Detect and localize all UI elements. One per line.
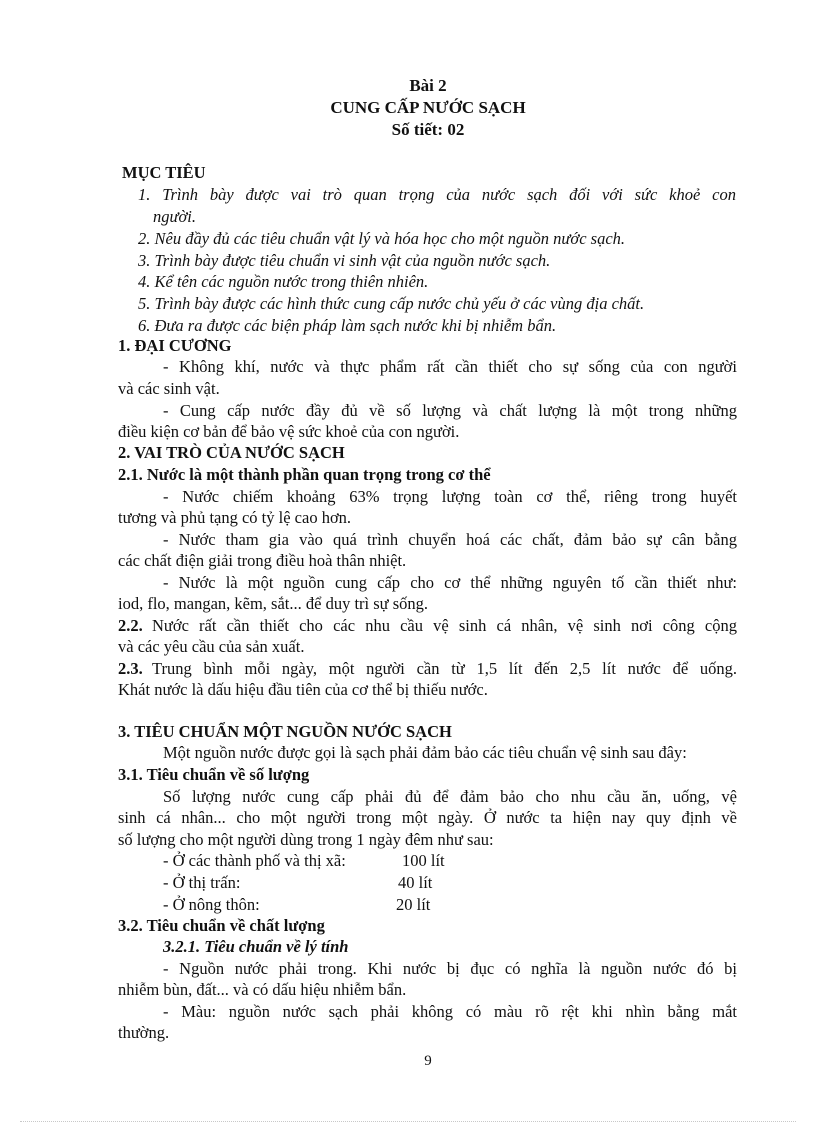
s2-bullet-3-cont: iod, flo, mangan, kẽm, sắt... để duy trì sự sống.	[118, 594, 429, 613]
quantity-row-amount: 20 lít	[396, 895, 431, 914]
objective-item-6: 6. Đưa ra được các biện pháp làm sạch nước khi bị nhiễm bẩn.	[138, 316, 557, 335]
s1-paragraph-1: - Không khí, nước và thực phẩm rất cần thiết cho sự sống của con người	[163, 357, 737, 376]
s3-quantity-text-cont-1: sinh cá nhân... cho một người trong một ngày. Ở nước ta hiện nay quy định về	[118, 808, 737, 827]
objective-item-1-cont: người.	[153, 207, 197, 226]
s3-quantity-text-cont-2: số lượng cho một người dùng trong 1 ngày đêm như sau:	[118, 830, 494, 849]
quantity-row-place: - Ở các thành phố và thị xã:	[163, 851, 346, 870]
section-2-3-text-cont: Khát nước là dấu hiệu đầu tiên của cơ thể bị thiếu nước.	[118, 680, 488, 699]
s1-paragraph-1-cont: và các sinh vật.	[118, 379, 220, 398]
page-number: 9	[424, 1053, 432, 1069]
section-2-2-text-cont: và các yêu cầu của sản xuất.	[118, 637, 305, 656]
section-2-1-heading: 2.1. Nước là một thành phần quan trọng trong cơ thể	[118, 465, 491, 484]
objectives-heading: MỤC TIÊU	[122, 163, 206, 182]
quantity-row-place: - Ở thị trấn:	[163, 873, 241, 892]
section-3-intro: Một nguồn nước được gọi là sạch phải đảm bảo các tiêu chuẩn vệ sinh sau đây:	[163, 743, 687, 762]
quantity-row-amount: 100 lít	[402, 851, 445, 870]
section-3-2-heading: 3.2. Tiêu chuẩn về chất lượng	[118, 916, 325, 935]
section-2-2-text: Nước rất cần thiết cho các nhu cầu vệ sinh cá nhân, vệ sinh nơi công cộng	[152, 616, 737, 635]
s3-physical-2-cont: thường.	[118, 1023, 170, 1042]
section-3-2-1-heading: 3.2.1. Tiêu chuẩn về lý tính	[163, 937, 349, 956]
s3-quantity-text: Số lượng nước cung cấp phải đủ để đảm bảo cho nhu cầu ăn, uống, vệ	[163, 787, 737, 806]
s2-bullet-1-cont: tương và phủ tạng có tỷ lệ cao hơn.	[118, 508, 352, 527]
objective-item-4: 4. Kể tên các nguồn nước trong thiên nhiên.	[138, 272, 429, 291]
s3-physical-2: - Màu: nguồn nước sạch phải không có màu rõ rệt khi nhìn bằng mắt	[163, 1002, 737, 1021]
s1-paragraph-2-cont: điều kiện cơ bản để bảo vệ sức khoẻ của con người.	[118, 422, 460, 441]
lesson-periods: Số tiết: 02	[391, 120, 465, 139]
quantity-row-amount: 40 lít	[398, 873, 433, 892]
section-3-1-heading: 3.1. Tiêu chuẩn về số lượng	[118, 765, 310, 784]
lesson-title: CUNG CẤP NƯỚC SẠCH	[330, 98, 526, 117]
section-2-heading: 2. VAI TRÒ CỦA NƯỚC SẠCH	[118, 443, 345, 462]
s2-bullet-2-cont: các chất điện giải trong điều hoà thân nhiệt.	[118, 551, 407, 570]
s3-physical-1: - Nguồn nước phải trong. Khi nước bị đục có nghĩa là nguồn nước đó bị	[163, 959, 737, 978]
objective-item-1: 1. Trình bày được vai trò quan trọng của nước sạch đối với sức khoẻ con	[138, 185, 736, 204]
s2-bullet-1: - Nước chiếm khoảng 63% trọng lượng toàn cơ thể, riêng trong huyết	[163, 487, 737, 506]
objective-item-5: 5. Trình bày được các hình thức cung cấp nước chủ yếu ở các vùng địa chất.	[138, 294, 645, 313]
objective-item-3: 3. Trình bày được tiêu chuẩn vi sinh vật của nguồn nước sạch.	[138, 251, 551, 270]
s3-physical-1-cont: nhiễm bùn, đất... và có dấu hiệu nhiễm bẩn.	[118, 980, 407, 999]
section-1-heading: 1. ĐẠI CƯƠNG	[118, 336, 232, 355]
section-2-3-text: Trung bình mỗi ngày, một người cần từ 1,5 lít đến 2,5 lít nước để uống.	[152, 659, 737, 678]
objective-item-2: 2. Nêu đầy đủ các tiêu chuẩn vật lý và hóa học cho một nguồn nước sạch.	[138, 229, 626, 248]
s2-bullet-3: - Nước là một nguồn cung cấp cho cơ thể những nguyên tố cần thiết như:	[163, 573, 737, 592]
s1-paragraph-2: - Cung cấp nước đầy đủ về số lượng và chất lượng là một trong những	[163, 401, 737, 420]
s2-bullet-2: - Nước tham gia vào quá trình chuyển hoá các chất, đảm bảo sự cân bằng	[163, 530, 737, 549]
section-2-3-number: 2.3.	[118, 659, 143, 678]
lesson-number: Bài 2	[409, 76, 447, 95]
quantity-row-place: - Ở nông thôn:	[163, 895, 260, 914]
section-2-2-number: 2.2.	[118, 616, 143, 635]
page-bottom-border	[20, 1121, 796, 1122]
section-3-heading: 3. TIÊU CHUẨN MỘT NGUỒN NƯỚC SẠCH	[118, 722, 452, 741]
